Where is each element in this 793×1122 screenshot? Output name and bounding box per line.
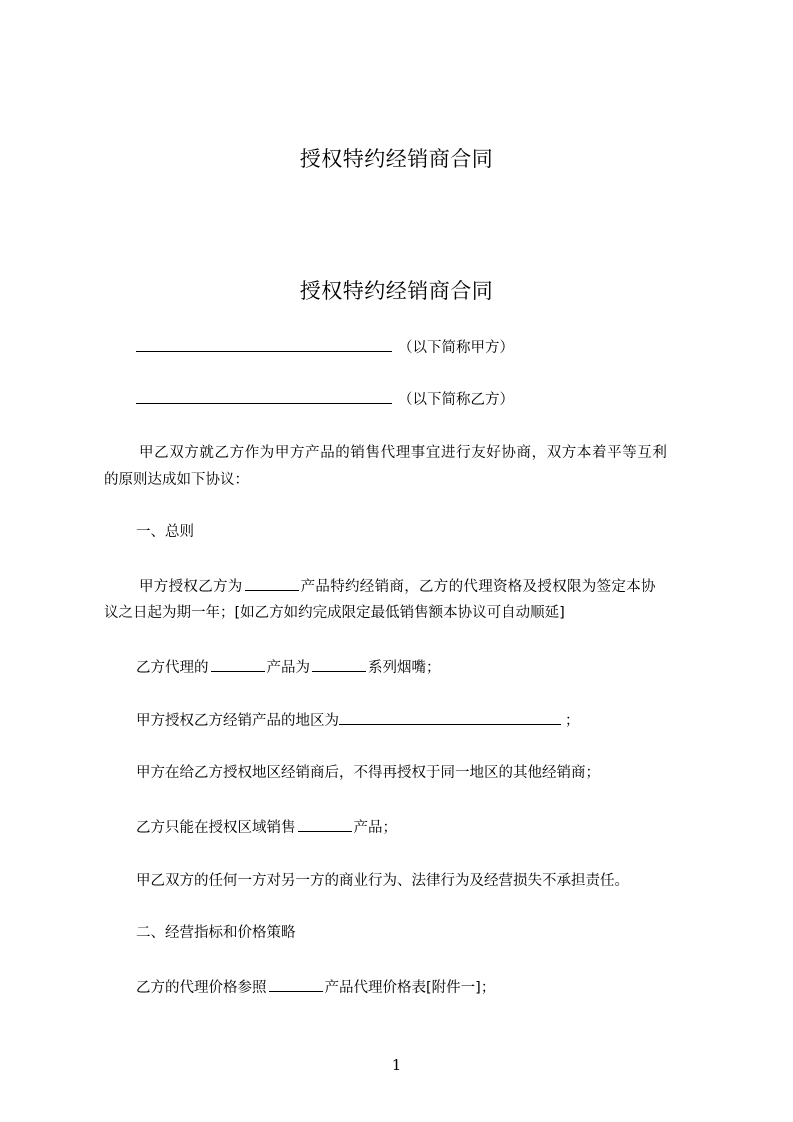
clause-2-text-a: 乙方代理的 [136,660,209,676]
intro-line-2: 的原则达成如下协议： [104,472,249,488]
clause-3-text-b: ； [565,713,580,729]
clause-6: 甲乙双方的任何一方对另一方的商业行为、法律行为及经营损失不承担责任。 [136,873,629,889]
clause-1-blank[interactable] [245,576,299,591]
clause-2 [136,657,441,678]
party-b-suffix: （以下简称乙方） [398,392,514,408]
intro-line-1: 甲乙双方就乙方作为甲方产品的销售代理事宜进行友好协商，双方本着平等互利 [139,445,668,461]
clause-7-text-a: 乙方的代理价格参照 [136,980,267,996]
clause-1-text-a: 甲方授权乙方为 [139,579,243,595]
page-title: 授权特约经销商合同 [299,279,494,303]
clause-5-blank[interactable] [298,817,352,832]
clause-3-blank[interactable] [339,710,561,725]
party-b-blank[interactable] [136,389,392,404]
party-a-line [136,337,514,358]
clause-2-blank-2[interactable] [312,657,366,672]
party-b-line [136,389,514,410]
clause-1-line-2: 议之日起为期一年；[如乙方如约完成限定最低销售额本协议可自动顺延] [104,605,565,621]
clause-3 [136,710,580,731]
clause-3-text-a: 甲方授权乙方经销产品的地区为 [136,713,339,729]
section-heading-general: 一、总则 [136,524,194,540]
clause-1-text-b: 产品特约经销商，乙方的代理资格及授权限为签定本协 [300,579,656,595]
party-a-suffix: （以下简称甲方） [398,340,514,356]
clause-2-text-c: 系列烟嘴； [368,660,441,676]
clause-7-blank[interactable] [269,977,323,992]
clause-2-blank-1[interactable] [211,657,265,672]
clause-7-text-b: 产品代理价格表[附件一]； [324,980,496,996]
clause-1-line-1 [139,576,656,597]
clause-5 [136,817,397,838]
party-a-blank[interactable] [136,337,392,352]
section-heading-business: 二、经营指标和价格策略 [136,925,296,941]
clause-7 [136,977,495,998]
clause-5-text-a: 乙方只能在授权区域销售 [136,820,296,836]
clause-5-text-b: 产品； [353,820,397,836]
page-number: 1 [391,1056,402,1074]
header-title: 授权特约经销商合同 [299,147,494,171]
clause-2-text-b: 产品为 [266,660,310,676]
clause-4: 甲方在给乙方授权地区经销商后，不得再授权于同一地区的其他经销商； [136,765,600,781]
